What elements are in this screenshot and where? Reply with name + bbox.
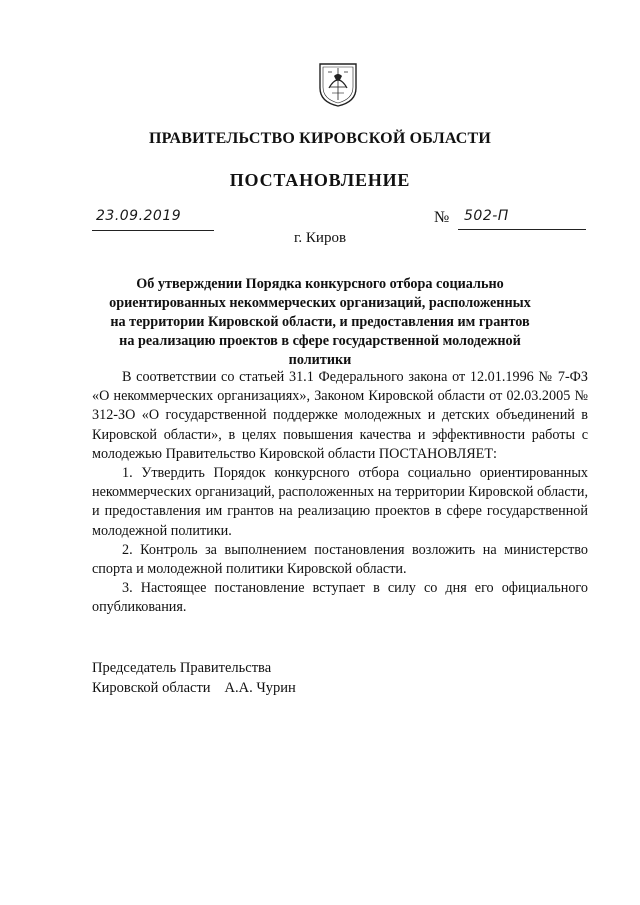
number-sign: № [434,209,450,226]
signature-block [92,658,296,698]
signature-name: А.А. Чурин [224,680,296,696]
document-number: 502-П [464,208,509,224]
signature-position-line1: Председатель Правительства [92,660,272,676]
document-subject [90,275,550,370]
government-title: ПРАВИТЕЛЬСТВО КИРОВСКОЙ ОБЛАСТИ [148,130,492,147]
subject-line: на территории Кировской области, и предоставления им грантов [110,314,530,330]
body-paragraph-item-1: 1. Утвердить Порядок конкурсного отбора социально ориентированных некоммерческих организаций, расположенных на территории Кировской области, и предоставления им грантов на реализацию проектов в сфере государственной молодежной политики. [92,465,588,539]
document-body [92,368,588,618]
kirov-coat-of-arms-icon [318,60,358,108]
document-date: 23.09.2019 [96,208,182,224]
signature-position-line2 [92,678,296,698]
body-paragraph-preamble: В соответствии со статьей 31.1 Федерального закона от 12.01.1996 № 7-ФЗ «О некоммерческих организациях», Законом Кировской области от 02.03.2005 № 312-ЗО «О государственной поддержке молодежных и детских объединений в Кировской области», в целях повышения качества и эффективности работы с молодежью Правительство Кировской области ПОСТАНОВЛЯЕТ: [92,369,588,462]
document-date-field [92,208,214,231]
document-type-title: ПОСТАНОВЛЕНИЕ [229,170,411,190]
signature-region: Кировской области [92,680,211,696]
subject-line: ориентированных некоммерческих организаций, расположенных [109,295,531,311]
subject-line: Об утверждении Порядка конкурсного отбора социально [136,276,504,292]
document-number-field [434,208,586,230]
subject-line: на реализацию проектов в сфере государственной молодежной политики [119,333,521,368]
body-paragraph-item-3: 3. Настоящее постановление вступает в силу со дня его официального опубликования. [92,580,588,616]
body-paragraph-item-2: 2. Контроль за выполнением постановления возложить на министерство спорта и молодежной политики Кировской области. [92,541,588,578]
document-city: г. Киров [293,230,347,246]
